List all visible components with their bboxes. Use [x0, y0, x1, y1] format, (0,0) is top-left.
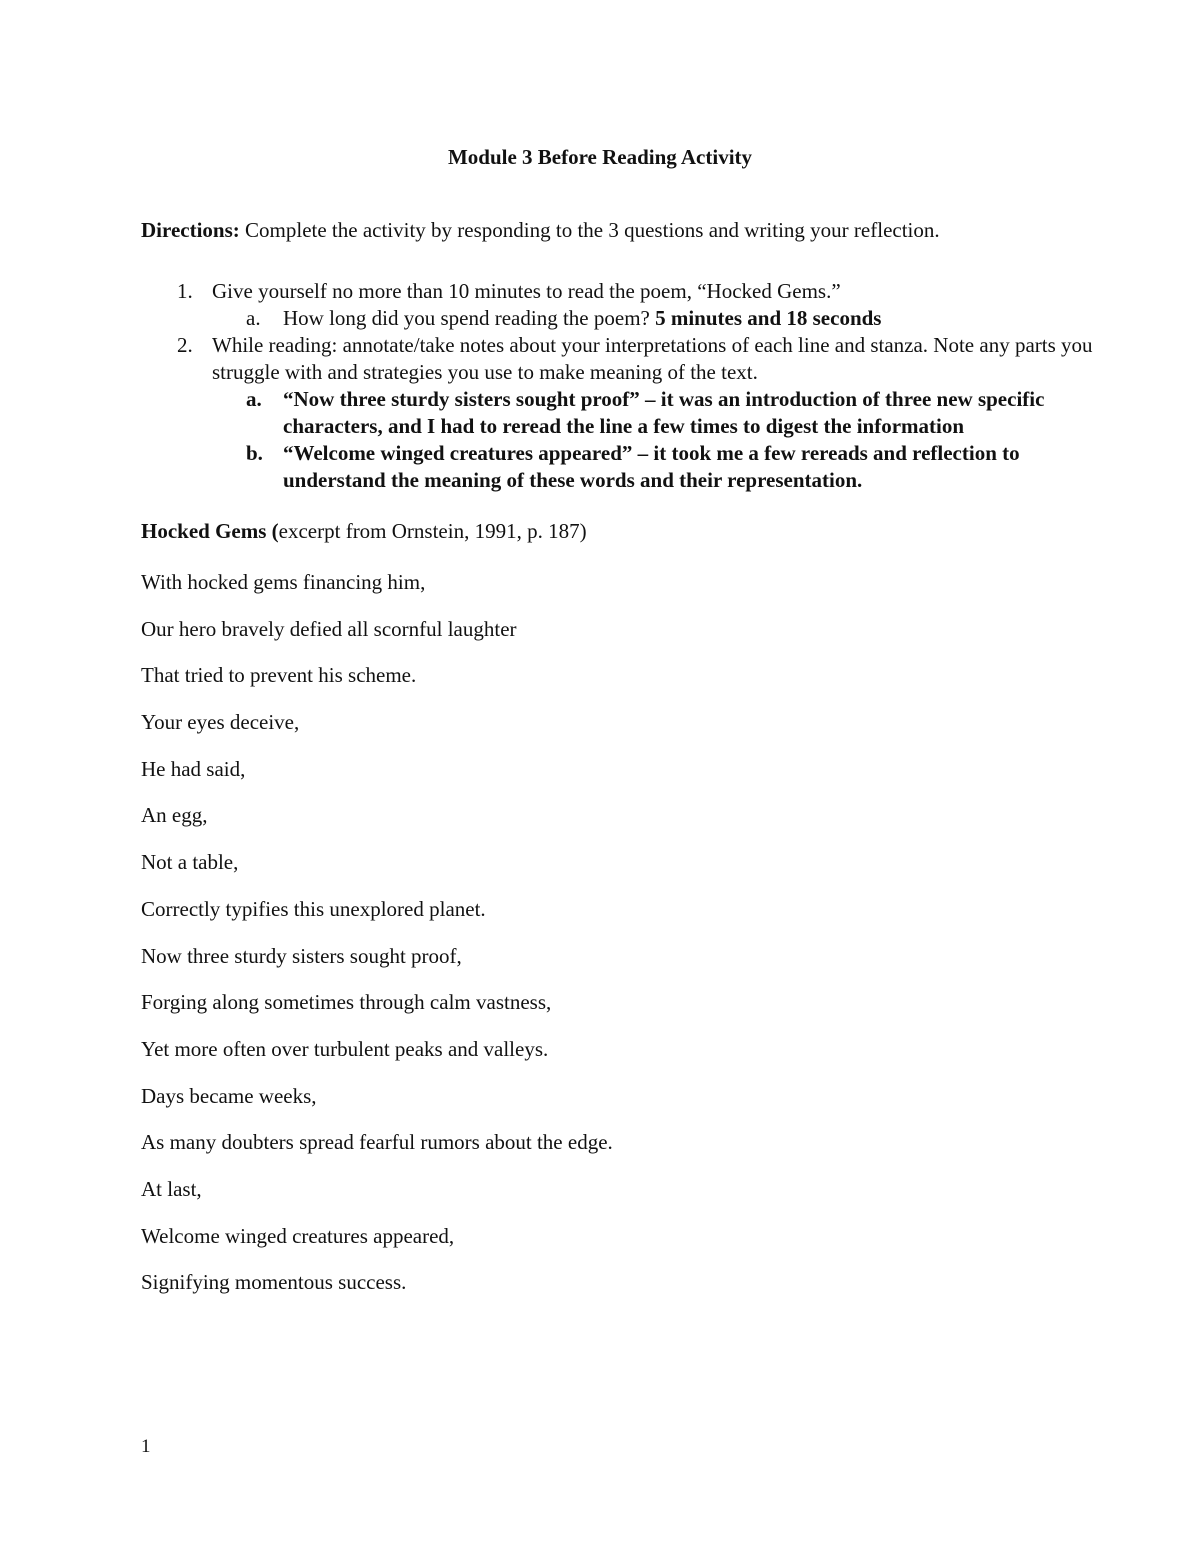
sub-question-list — [212, 386, 1101, 494]
poem-line: Correctly typifies this unexplored planet. — [141, 896, 486, 921]
directions — [141, 218, 1101, 243]
poem-heading — [141, 519, 587, 544]
poem-line: An egg, — [141, 803, 208, 828]
page-number: 1 — [141, 1436, 151, 1457]
question-text: While reading: annotate/take notes about your interpretations of each line and stanza. Note any parts you struggle with and strategies you use to make meaning of the text. — [212, 333, 1093, 384]
directions-label: Directions: — [141, 218, 240, 242]
poem-line: Forging along sometimes through calm vastness, — [141, 990, 552, 1015]
poem-line: At last, — [141, 1176, 202, 1201]
question-1 — [141, 278, 1101, 332]
poem-line: Your eyes deceive, — [141, 710, 300, 735]
poem-line: Days became weeks, — [141, 1083, 317, 1108]
sub-question-text: How long did you spend reading the poem? — [283, 306, 656, 330]
poem-body — [141, 569, 613, 1316]
poem-title: Hocked Gems ( — [141, 519, 279, 543]
annotation-text: “Welcome winged creatures appeared” – it took me a few rereads and reflection to understand the meaning of these words and their representation. — [283, 441, 1020, 492]
poem-line: Signifying momentous success. — [141, 1270, 407, 1295]
poem-citation: excerpt from Ornstein, 1991, p. 187) — [278, 519, 587, 543]
sub-question-list — [212, 305, 1101, 332]
sub-question-letter: a. — [246, 306, 261, 330]
poem-line: As many doubters spread fearful rumors about the edge. — [141, 1130, 613, 1155]
sub-question-letter: b. — [246, 441, 263, 465]
poem-line: Not a table, — [141, 850, 239, 875]
poem-line: Now three sturdy sisters sought proof, — [141, 943, 462, 968]
poem-line: That tried to prevent his scheme. — [141, 663, 417, 688]
question-number: 1. — [177, 279, 193, 303]
poem-line: He had said, — [141, 756, 246, 781]
question-number: 2. — [177, 333, 193, 357]
poem-line: With hocked gems financing him, — [141, 570, 426, 594]
poem-line: Welcome winged creatures appeared, — [141, 1223, 455, 1248]
poem-line: Yet more often over turbulent peaks and valleys. — [141, 1036, 549, 1061]
question-2 — [141, 332, 1101, 494]
directions-text: Complete the activity by responding to the 3 questions and writing your reflection. — [239, 218, 940, 242]
question-list — [141, 278, 1101, 494]
annotation-2a — [212, 386, 1101, 440]
sub-question-1a — [212, 305, 1101, 332]
sub-question-letter: a. — [246, 387, 262, 411]
annotation-2b — [212, 440, 1101, 494]
annotation-text: “Now three sturdy sisters sought proof” – it was an introduction of three new specific characters, and I had to reread the line a few times to digest the information — [283, 387, 1045, 438]
question-text: Give yourself no more than 10 minutes to read the poem, “Hocked Gems.” — [212, 279, 841, 303]
reading-time-answer: 5 minutes and 18 seconds — [655, 306, 882, 330]
poem-line: Our hero bravely defied all scornful laughter — [141, 616, 517, 641]
page-title: Module 3 Before Reading Activity — [447, 145, 753, 169]
